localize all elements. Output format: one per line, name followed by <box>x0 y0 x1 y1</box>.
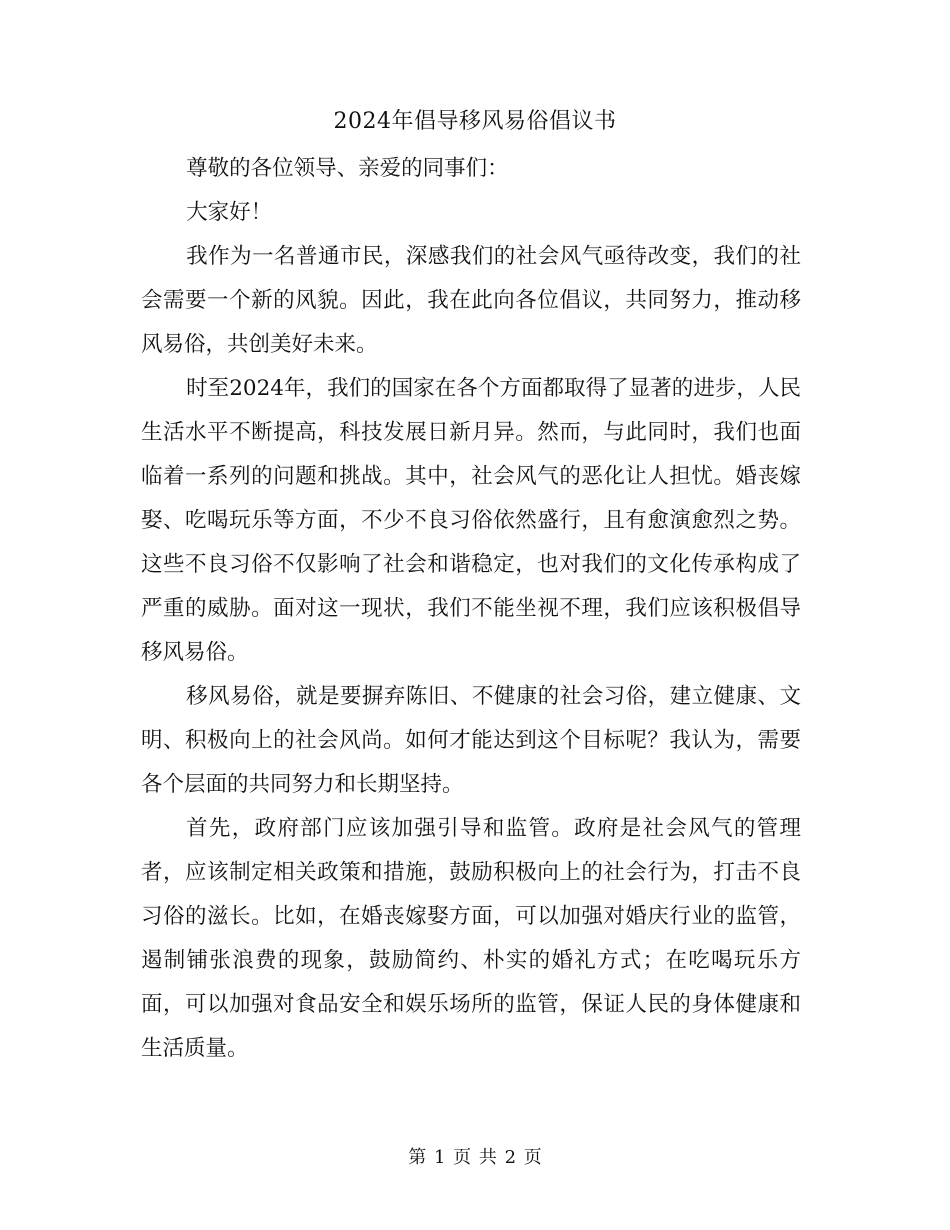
body-paragraph: 时至2024年，我们的国家在各个方面都取得了显著的进步，人民生活水平不断提高，科技发展日新月异。然而，与此同时，我们也面临着一系列的问题和挑战。其中，社会风气的恶化让人担忧。婚丧嫁娶、吃喝玩乐等方面，不少不良习俗依然盛行，且有愈演愈烈之势。这些不良习俗不仅影响了社会和谐稳定，也对我们的文化传承构成了严重的威胁。面对这一现状，我们不能坐视不理，我们应该积极倡导移风易俗。 <box>141 376 801 665</box>
document-body <box>141 147 801 1071</box>
body-paragraph: 我作为一名普通市民，深感我们的社会风气亟待改变，我们的社会需要一个新的风貌。因此，我在此向各位倡议，共同努力，推动移风易俗，共创美好未来。 <box>141 244 801 357</box>
salutation: 尊敬的各位领导、亲爱的同事们： <box>186 156 509 181</box>
greeting: 大家好！ <box>186 200 273 225</box>
document-title: 2024年倡导移风易俗倡议书 <box>333 109 617 134</box>
body-paragraph: 首先，政府部门应该加强引导和监管。政府是社会风气的管理者，应该制定相关政策和措施，鼓励积极向上的社会行为，打击不良习俗的滋长。比如，在婚丧嫁娶方面，可以加强对婚庆行业的监管，遏制铺张浪费的现象，鼓励简约、朴实的婚礼方式；在吃喝玩乐方面，可以加强对食品安全和娱乐场所的监管，保证人民的身体健康和生活质量。 <box>141 816 801 1061</box>
body-paragraph: 移风易俗，就是要摒弃陈旧、不健康的社会习俗，建立健康、文明、积极向上的社会风尚。如何才能达到这个目标呢？我认为，需要各个层面的共同努力和长期坚持。 <box>141 684 801 797</box>
page-footer: 第 1 页 共 2 页 <box>408 1147 542 1168</box>
